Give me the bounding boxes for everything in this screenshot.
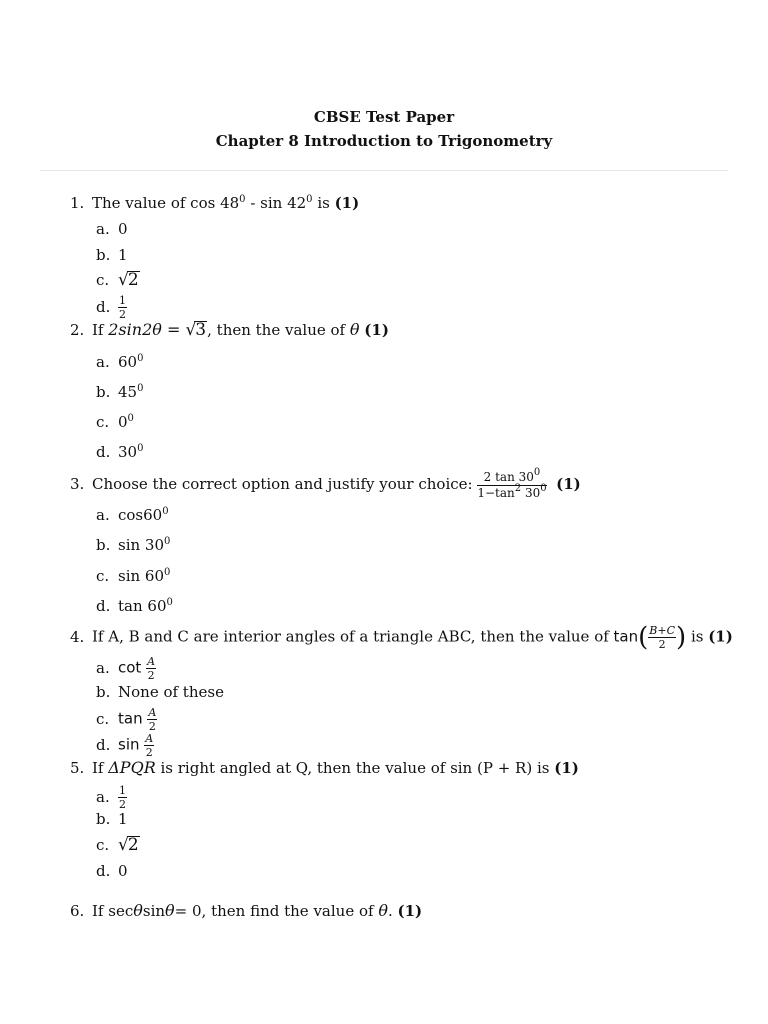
question-number: 3.: [70, 475, 85, 493]
option-2c: c. $0^0$: [96, 413, 134, 431]
option-2d: d. $30^0$: [96, 443, 144, 461]
question-3: 3. Choose the correct option and justify your choice: $\frac{2 \tan 30^0}{1-\tan^2 30^0}$ (1): [70, 467, 581, 500]
marks: (1): [708, 627, 733, 646]
marks: (1): [334, 194, 360, 212]
marks: (1): [554, 759, 579, 777]
option-4b: b. None of these: [96, 683, 224, 701]
question-6: 6. If secθsinθ= 0, then find the value of θ. (1): [70, 901, 423, 920]
option-4d: d. sin $\frac{A}{2}$: [96, 732, 154, 759]
option-1a: a. 0: [96, 220, 128, 238]
question-5: 5. If ΔPQR is right angled at Q, then the value of sin (P + R) is (1): [70, 758, 579, 777]
fraction: $\frac{1}{2}$: [119, 294, 126, 321]
option-3d: d. $\tan 60^0$: [96, 597, 173, 615]
question-number: 5.: [70, 759, 85, 777]
question-number: 2.: [70, 321, 85, 339]
fraction: $\frac{A}{2}$: [145, 732, 154, 759]
page-subtitle: Chapter 8 Introduction to Trigonometry: [215, 132, 553, 150]
option-5a: a. $\frac{1}{2}$: [96, 784, 126, 811]
sqrt: √3: [185, 320, 207, 340]
question-number: 1.: [70, 194, 85, 212]
option-3c: c. $\sin 60^0$: [96, 567, 171, 585]
fraction: $\frac{1}{2}$: [119, 784, 126, 811]
question-4: 4. If A, B and C are interior angles of a triangle ABC, then the value of tan( $\frac{B+C}{2}$ ) is (1): [70, 622, 733, 653]
marks: (1): [364, 321, 389, 339]
option-5b: b. 1: [96, 810, 128, 828]
marks: (1): [556, 475, 581, 493]
option-4a: a. cot $\frac{A}{2}$: [96, 655, 156, 682]
option-4c: c. tan $\frac{A}{2}$: [96, 706, 157, 733]
question-1: 1. The value of $\cos 48^0$ - $\sin 42^0$ is (1): [70, 194, 360, 212]
fraction: $\frac{B+C}{2}$: [649, 624, 676, 651]
option-5c: c. √2: [96, 835, 139, 855]
question-number: 6.: [70, 902, 85, 920]
option-1c: c. √2: [96, 270, 139, 290]
fraction: $\frac{A}{2}$: [147, 655, 156, 682]
option-2b: b. $45^0$: [96, 383, 144, 401]
question-2: 2. If 2sin2θ = √3, then the value of θ (1): [70, 320, 389, 340]
option-3b: b. $\sin 30^0$: [96, 536, 171, 554]
option-1b: b. 1: [96, 246, 128, 264]
fraction: $\frac{A}{2}$: [148, 706, 157, 733]
marks: (1): [397, 902, 423, 920]
option-5d: d. 0: [96, 862, 128, 880]
sqrt: √2: [118, 270, 139, 290]
sqrt: √2: [118, 835, 139, 855]
option-2a: a. $60^0$: [96, 353, 144, 371]
option-3a: a. $\cos 60^0$: [96, 506, 169, 524]
fraction: $\frac{2 \tan 30^0}{1-\tan^2 30^0}$: [477, 467, 547, 500]
header-divider: [40, 170, 728, 171]
equation: 2sin2θ =: [108, 320, 186, 339]
question-number: 4.: [70, 627, 85, 646]
page-title: CBSE Test Paper: [313, 108, 455, 126]
option-1d: d. $\frac{1}{2}$: [96, 294, 126, 321]
